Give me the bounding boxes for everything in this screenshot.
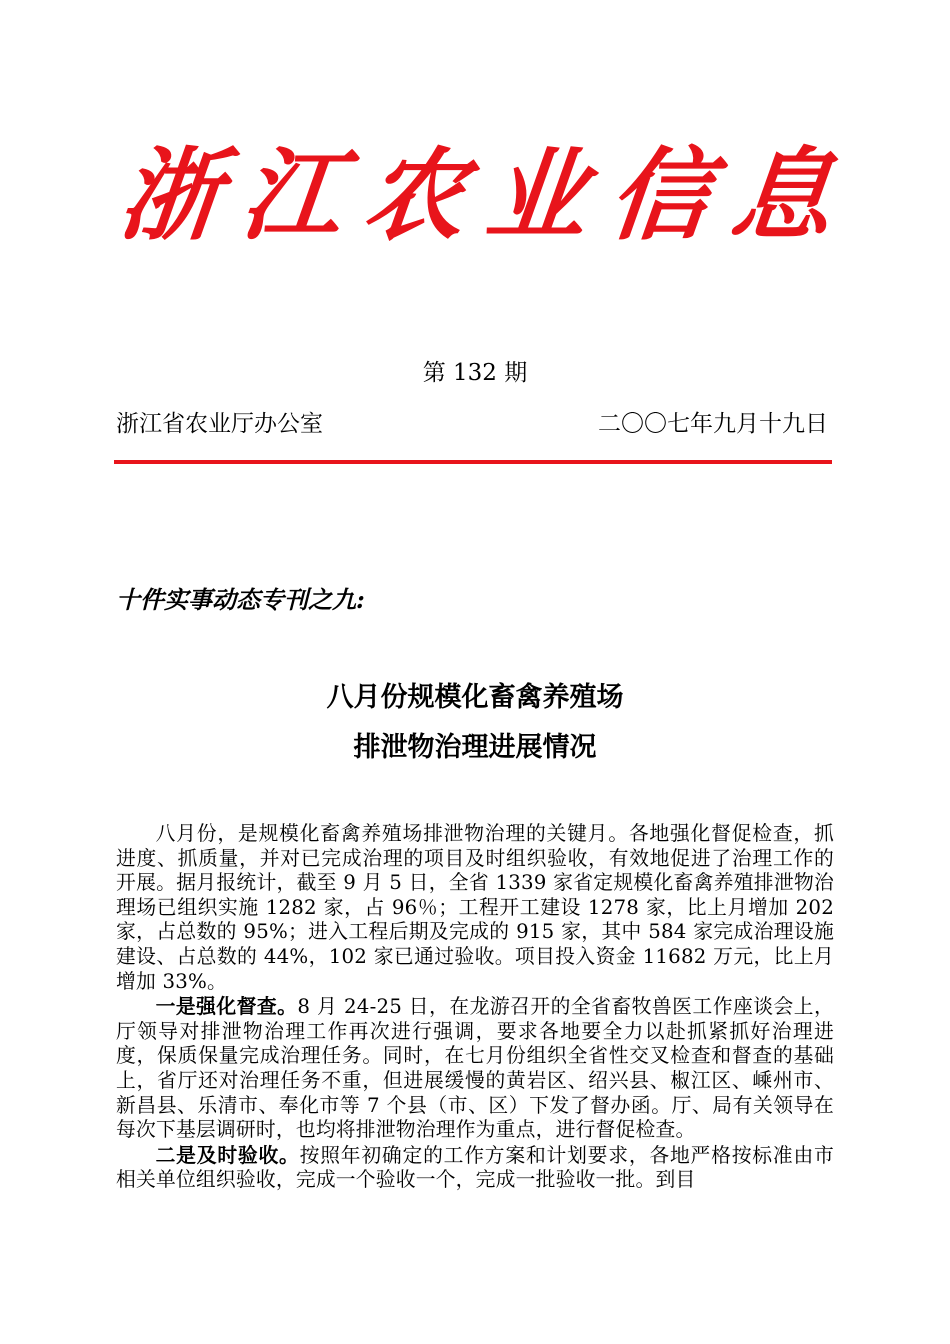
masthead-char: 业 — [480, 136, 594, 254]
article-title-line-2: 排泄物治理进展情况 — [353, 732, 597, 763]
masthead-char: 息 — [725, 136, 839, 254]
paragraph-supervision — [116, 994, 834, 1143]
paragraph-text: 按照年初确定的工作方案和计划要求，各地严格按标准由市相关单位组织验收，完成一个验收一个，完成一批验收一批。到目 — [116, 1143, 834, 1192]
paragraph-lead: 一是强化督查。 — [155, 994, 298, 1019]
issuing-office: 浙江省农业厅办公室 — [116, 411, 323, 437]
paragraph-text: 8 月 24-25 日，在龙游召开的全省畜牧兽医工作座谈会上，厅领导对排泄物治理工作再次进行强调，要求各地要全力以赴抓紧抓好治理进度，保质保量完成治理任务。同时，在七月份组织全省性交叉检查和督查的基础上，省厅还对治理任务不重，但进展缓慢的黄岩区、绍兴县、椒江区、嵊州市、新昌县、乐清市、奉化市等 7 个县（市、区）下发了督办函。厅、局有关领导在每次下基层调研时，也均将排泄物治理作为重点，进行督促检查。 — [116, 995, 834, 1142]
issue-number: 第 132 期 — [422, 360, 528, 386]
paragraph-intro: 八月份，是规模化畜禽养殖场排泄物治理的关键月。各地强化督促检查，抓进度、抓质量，并对已完成治理的项目及时组织验收，有效地促进了治理工作的开展。据月报统计，截至 9 月 5 日，全省 1339 家省定规模化畜禽养殖排泄物治理场已组织实施 1282 家，占 96％；工程开工建设 1278 家，比上月增加 202 家，占总数的 95%；进入工程后期及完成的 915 家，其中 584 家完成治理设施建设、占总数的 44%，102 家已通过验收。项目投入资金 11682 万元，比上月增加 33%。 — [116, 822, 834, 993]
masthead — [113, 130, 839, 260]
series-kicker: 十件实事动态专刊之九: — [116, 585, 365, 614]
article-title-line-1: 八月份规模化畜禽养殖场 — [326, 682, 624, 713]
header-divider — [114, 460, 832, 464]
masthead-char: 浙 — [113, 136, 227, 254]
masthead-char: 农 — [358, 136, 471, 254]
masthead-char: 江 — [236, 136, 349, 254]
masthead-char: 信 — [603, 136, 716, 254]
paragraph-lead: 二是及时验收。 — [155, 1142, 300, 1167]
article-body — [116, 822, 834, 1193]
issue-date: 二〇〇七年九月十九日 — [598, 411, 828, 437]
paragraph-acceptance — [116, 1143, 834, 1193]
